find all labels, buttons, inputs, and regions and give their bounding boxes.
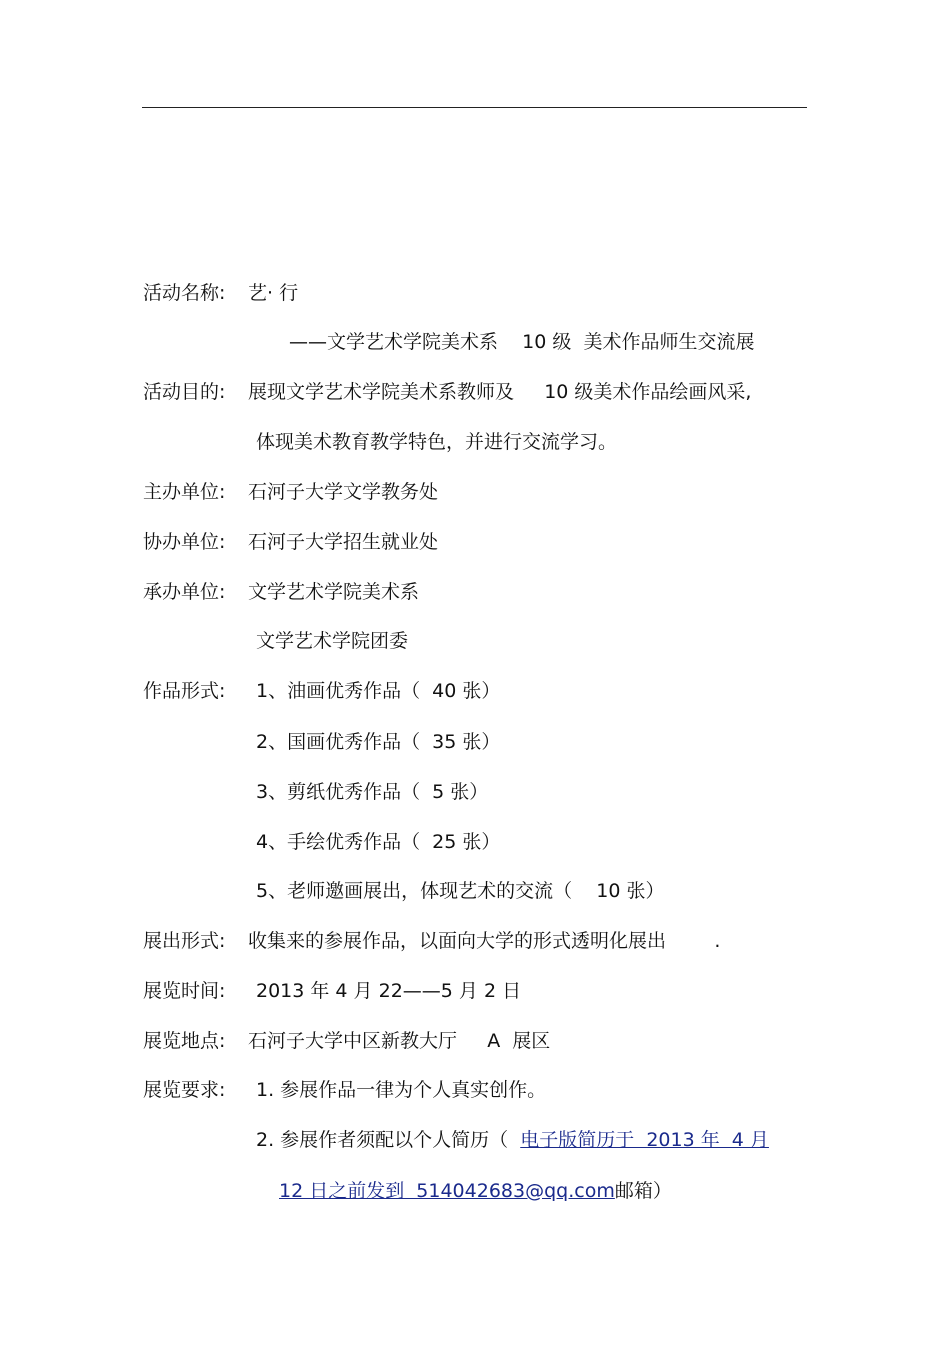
purpose-label: 活动目的: [143,381,226,403]
works-item-4: 4、手绘优秀作品（ 25 张） [256,831,501,853]
requirement-2-suffix: 邮箱） [614,1180,672,1202]
works-label: 作品形式: [143,680,226,702]
activity-name-label: 活动名称: [143,282,226,304]
organizer-label: 承办单位: [143,581,226,603]
purpose-line-2: 体现美术教育教学特色，并进行交流学习。 [256,431,618,453]
co-organizer-value: 石河子大学招生就业处 [248,531,439,553]
place-label: 展览地点: [143,1030,226,1052]
time-label: 展览时间: [143,980,226,1002]
organizer-value-2: 文学艺术学院团委 [256,630,409,652]
purpose-line-1: 展现文学艺术学院美术系教师及 10 级美术作品绘画风采, [248,381,752,403]
requirement-2-continued [279,1179,672,1203]
requirement-2 [256,1128,769,1152]
co-organizer-label: 协办单位: [143,531,226,553]
email-address-link[interactable]: 12 日之前发到 514042683@qq.com [279,1180,615,1202]
requirement-1: 1. 参展作品一律为个人真实创作。 [256,1079,547,1101]
requirement-2-prefix: 2. 参展作者须配以个人简历（ [256,1129,521,1151]
host-label: 主办单位: [143,481,226,503]
activity-name: 艺· 行 [248,282,299,304]
display-value: 收集来的参展作品，以面向大学的形式透明化展出 . [248,930,721,952]
email-resume-link[interactable]: 电子版简历于 2013 年 4 月 [520,1129,769,1151]
time-value: 2013 年 4 月 22——5 月 2 日 [256,980,522,1002]
requirements-label: 展览要求: [143,1079,226,1101]
works-item-1: 1、油画优秀作品（ 40 张） [256,680,501,702]
activity-subtitle: ——文学艺术学院美术系 10 级 美术作品师生交流展 [289,331,755,353]
works-item-5: 5、老师邀画展出，体现艺术的交流（ 10 张） [256,880,665,902]
works-item-2: 2、国画优秀作品（ 35 张） [256,731,501,753]
header-rule [142,107,807,108]
place-value: 石河子大学中区新教大厅 A 展区 [248,1030,551,1052]
display-label: 展出形式: [143,930,226,952]
organizer-value-1: 文学艺术学院美术系 [248,581,420,603]
host-value: 石河子大学文学教务处 [248,481,439,503]
works-item-3: 3、剪纸优秀作品（ 5 张） [256,781,489,803]
